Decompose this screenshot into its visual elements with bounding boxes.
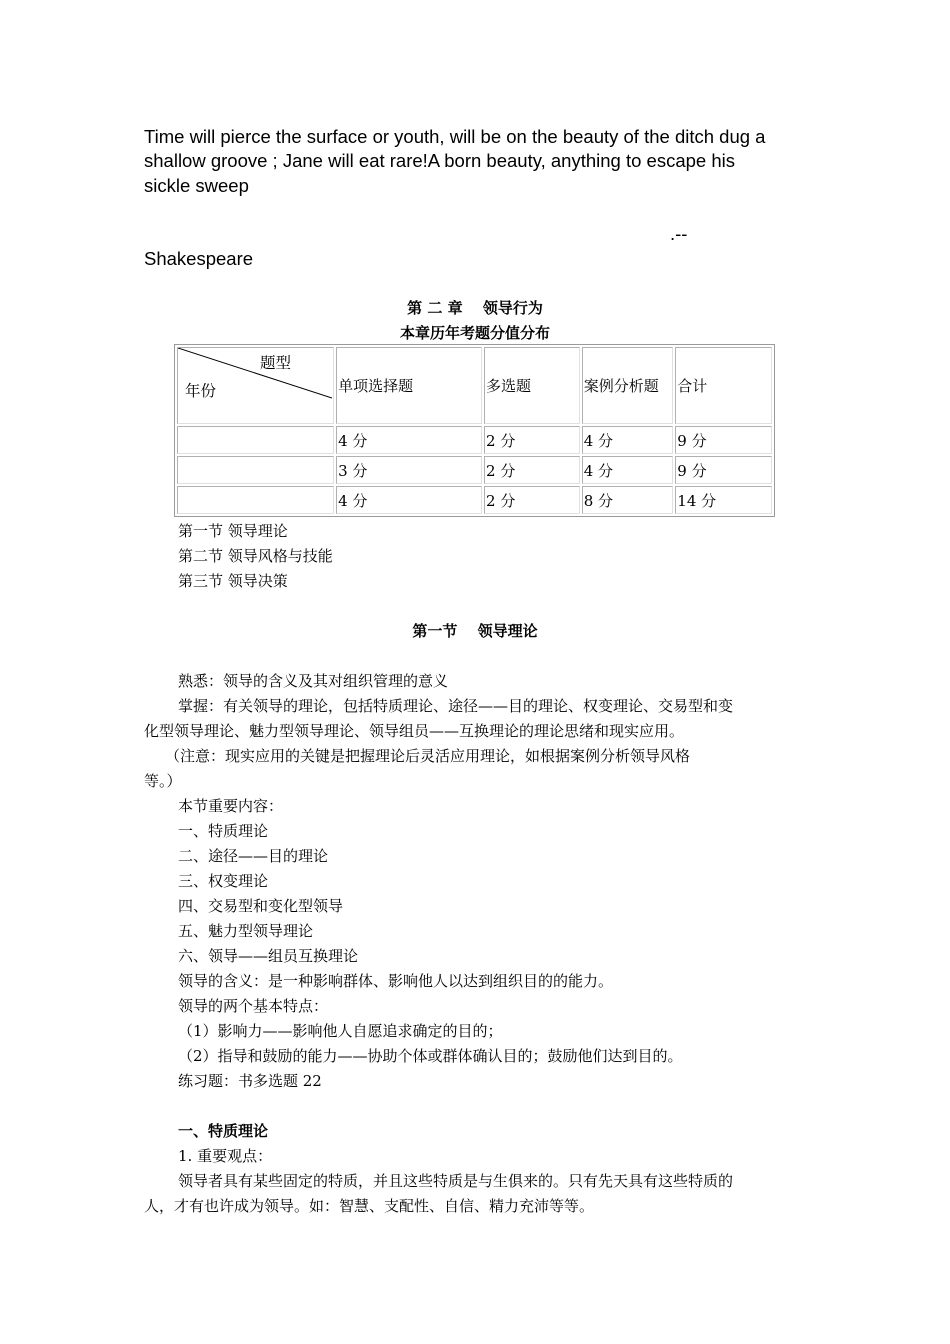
toc-item: 第三节 领导决策 xyxy=(178,572,288,590)
header-cell: 合计 xyxy=(675,347,772,424)
note-text-2: 等。） xyxy=(144,772,182,790)
year-cell xyxy=(177,426,334,454)
table-cell: 3 分 xyxy=(336,456,482,484)
key-content-label: 本节重要内容： xyxy=(178,797,284,815)
table-header-row xyxy=(177,347,772,424)
table-row xyxy=(177,486,772,514)
quote-line-1: Time will pierce the surface or youth, will be on the beauty of the ditch dug a xyxy=(144,126,766,147)
toc-item: 第二节 领导风格与技能 xyxy=(178,547,333,565)
key-item: 二、途径——目的理论 xyxy=(178,847,329,865)
table-cell: 2 分 xyxy=(484,456,580,484)
table-row xyxy=(177,426,772,454)
year-cell xyxy=(177,456,334,484)
table-cell: 4 分 xyxy=(336,486,482,514)
master-text-1: 掌握：有关领导的理论，包括特质理论、途径——目的理论、权变理论、交易型和变 xyxy=(178,697,734,715)
key-item: 五、魅力型领导理论 xyxy=(178,922,314,940)
table-cell: 8 分 xyxy=(582,486,674,514)
key-item: 一、特质理论 xyxy=(178,822,269,840)
year-cell xyxy=(177,486,334,514)
trait-body-1: 领导者具有某些固定的特质，并且这些特质是与生俱来的。只有先天具有这些特质的 xyxy=(178,1172,734,1190)
table-cell: 14 分 xyxy=(675,486,772,514)
table-row xyxy=(177,456,772,484)
note-text-1: （注意：现实应用的关键是把握理论后灵活应用理论，如根据案例分析领导风格 xyxy=(165,747,691,765)
features-label: 领导的两个基本特点： xyxy=(178,997,329,1015)
trait-body-2: 人，才有也许成为领导。如：智慧、支配性、自信、精力充沛等等。 xyxy=(144,1197,595,1215)
master-text-2: 化型领导理论、魅力型领导理论、领导组员——互换理论的理论思绪和现实应用。 xyxy=(144,722,685,740)
corner-cell xyxy=(177,347,334,424)
table-cell: 9 分 xyxy=(675,456,772,484)
table-cell: 2 分 xyxy=(484,426,580,454)
quote-line-2: shallow groove ; Jane will eat rare!A born beauty, anything to escape his xyxy=(144,150,735,171)
trait-theory-heading: 一、特质理论 xyxy=(178,1122,269,1140)
key-item: 六、领导——组员互换理论 xyxy=(178,947,359,965)
quote-dash: .-- xyxy=(670,223,688,244)
feature-item: （1）影响力——影响他人自愿追求确定的目的； xyxy=(178,1022,503,1040)
table-cell: 4 分 xyxy=(336,426,482,454)
table-cell: 2 分 xyxy=(484,486,580,514)
definition-text: 领导的含义：是一种影响群体、影响他人以达到组织目的的能力。 xyxy=(178,972,614,990)
score-distribution-table xyxy=(174,344,775,517)
table-cell: 9 分 xyxy=(675,426,772,454)
toc-item: 第一节 领导理论 xyxy=(178,522,288,540)
key-item: 四、交易型和变化型领导 xyxy=(178,897,344,915)
quote-line-3: sickle sweep xyxy=(144,175,249,196)
corner-label-type: 题型 xyxy=(260,355,292,372)
chapter-title: 第 二 章 领导行为 xyxy=(407,299,543,317)
quote-author: Shakespeare xyxy=(144,248,254,269)
section-title: 第一节 领导理论 xyxy=(412,622,538,640)
header-cell: 多选题 xyxy=(484,347,580,424)
exercise-text: 练习题：书多选题 22 xyxy=(178,1072,322,1090)
feature-item: （2）指导和鼓励的能力——协助个体或群体确认目的；鼓励他们达到目的。 xyxy=(178,1047,683,1065)
corner-label-year: 年份 xyxy=(185,383,217,400)
table-cell: 4 分 xyxy=(582,456,674,484)
key-item: 三、权变理论 xyxy=(178,872,269,890)
familiar-text: 熟悉：领导的含义及其对组织管理的意义 xyxy=(178,672,449,690)
table-cell: 4 分 xyxy=(582,426,674,454)
chapter-subtitle: 本章历年考题分值分布 xyxy=(399,324,550,342)
header-cell: 案例分析题 xyxy=(582,347,674,424)
header-cell: 单项选择题 xyxy=(336,347,482,424)
key-point-label: 1. 重要观点： xyxy=(178,1147,273,1165)
